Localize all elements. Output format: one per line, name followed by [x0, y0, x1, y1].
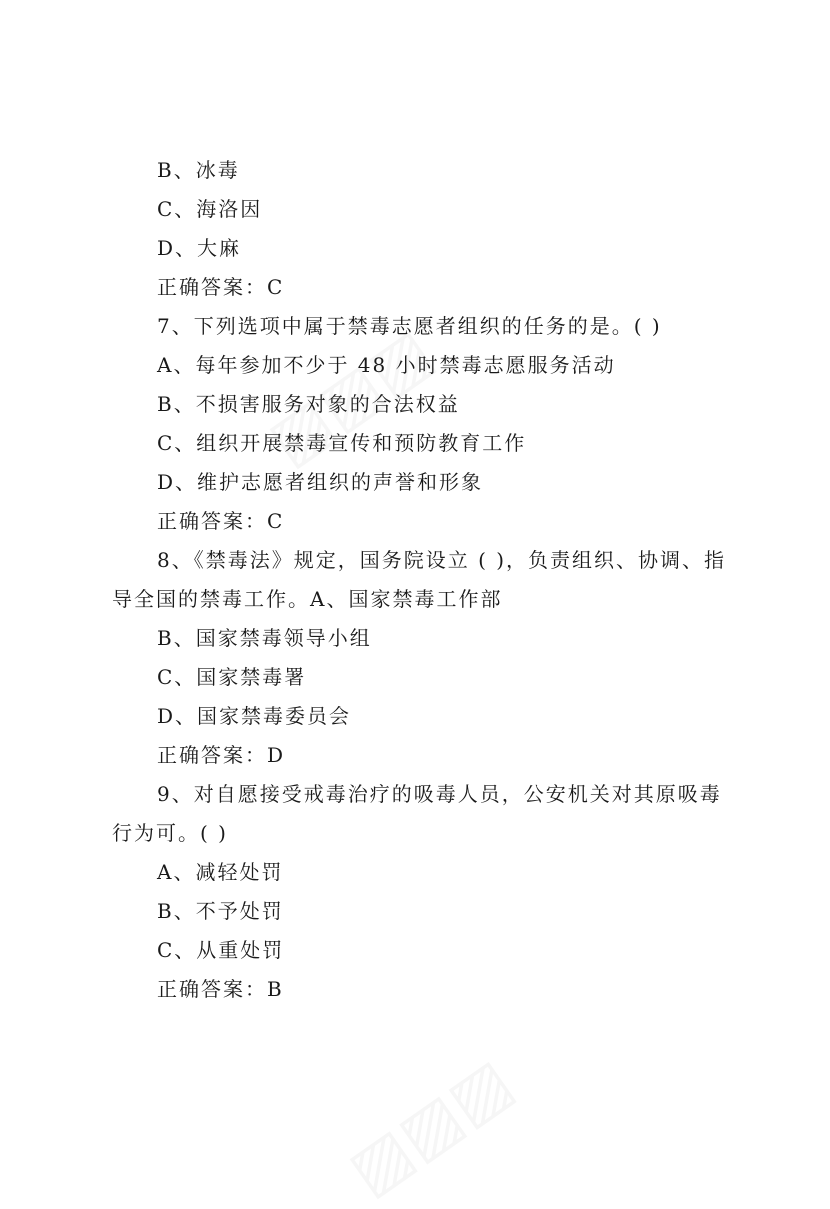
option-c: C、海洛因: [157, 197, 263, 221]
option-b: B、国家禁毒领导小组: [157, 626, 372, 650]
option-c: C、国家禁毒署: [157, 665, 307, 689]
question-8: 8、《禁毒法》规定，国务院设立 ( )，负责组织、协调、指: [157, 548, 727, 572]
option-a: A、减轻处罚: [157, 860, 284, 884]
option-a: A、每年参加不少于 48 小时禁毒志愿服务活动: [157, 353, 616, 377]
option-b: B、不损害服务对象的合法权益: [157, 392, 460, 416]
answer: 正确答案：D: [157, 743, 286, 767]
answer: 正确答案：B: [157, 977, 284, 1001]
option-d: D、大麻: [157, 236, 242, 260]
option-c: C、组织开展禁毒宣传和预防教育工作: [157, 431, 527, 455]
question-9: 9、对自愿接受戒毒治疗的吸毒人员，公安机关对其原吸毒: [157, 782, 722, 806]
option-d: D、国家禁毒委员会: [157, 704, 352, 728]
question-8-continued: 导全国的禁毒工作。A、国家禁毒工作部: [112, 587, 503, 611]
option-b: B、不予处罚: [157, 899, 284, 923]
question-7: 7、下列选项中属于禁毒志愿者组织的任务的是。( ): [157, 314, 662, 338]
answer: 正确答案：C: [157, 275, 285, 299]
watermark: [335, 1045, 526, 1209]
option-c: C、从重处罚: [157, 938, 285, 962]
answer: 正确答案：C: [157, 509, 285, 533]
option-d: D、维护志愿者组织的声誉和形象: [157, 470, 484, 494]
question-9-continued: 行为可。( ): [112, 821, 228, 845]
option-b: B、冰毒: [157, 158, 240, 182]
